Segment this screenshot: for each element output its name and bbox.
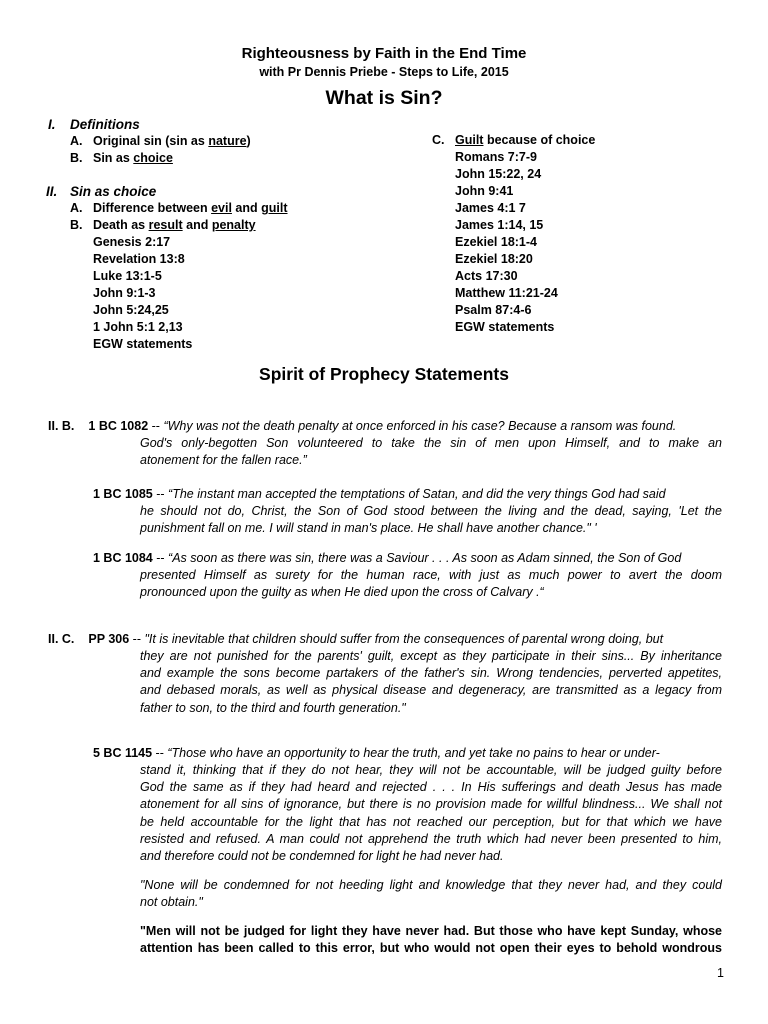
statement1-lead: II. B. 1 BC 1082 -- “Why was not the death penalty at once enforced in his case? Because a ransom was found. xyxy=(48,419,677,433)
reference-item: James 1:14, 15 xyxy=(455,218,544,232)
reference-item: Romans 7:7-9 xyxy=(455,150,537,164)
section1-itemA-letter: A. xyxy=(70,134,83,148)
section2-reference-list xyxy=(93,234,192,353)
section2-itemB: Death as result and penalty xyxy=(93,218,256,232)
statement5-paragraph2: "None will be condemned for not heeding light and knowledge that they never had, and they could not obtain." xyxy=(140,878,722,910)
section2-numeral: II. xyxy=(46,184,58,199)
statement1-body: God's only-begotten Son volunteered to take the sin of men upon Himself, and to make an atonement for the fallen race.” xyxy=(140,436,722,468)
statement2-lead: 1 BC 1085 -- “The instant man accepted the temptations of Satan, and did the very things God had said xyxy=(93,487,666,501)
statement3-body: presented Himself as surety for the human race, with just as much power to avert the doom pronounced upon the guilty as when He died upon the cross of Calvary .“ xyxy=(140,568,722,600)
page-heading: What is Sin? xyxy=(325,87,443,109)
reference-item: John 9:1-3 xyxy=(93,286,156,300)
statement1-first-line: “Why was not the death penalty at once enforced in his case? Because a ransom was found. xyxy=(163,419,677,433)
reference-item: Acts 17:30 xyxy=(455,269,518,283)
statement4-label: II. C. xyxy=(48,632,75,646)
sectionC-reference-list xyxy=(455,149,558,336)
section1-itemB: Sin as choice xyxy=(93,151,173,165)
statement5-lead: 5 BC 1145 -- “Those who have an opportunity to hear the truth, and yet take no pains to hear or under- xyxy=(93,746,660,760)
statement3-ref: 1 BC 1084 xyxy=(93,551,153,565)
reference-item: EGW statements xyxy=(93,337,193,351)
page-number: 1 xyxy=(717,966,724,980)
statement1-ref: 1 BC 1082 xyxy=(88,419,149,433)
reference-item: Genesis 2:17 xyxy=(93,235,171,249)
section2-title: Sin as choice xyxy=(70,184,157,199)
section2-itemA-letter: A. xyxy=(70,201,83,215)
reference-item: Psalm 87:4-6 xyxy=(455,303,532,317)
reference-item: 1 John 5:1 2,13 xyxy=(93,320,183,334)
reference-item: John 9:41 xyxy=(455,184,514,198)
reference-item: John 15:22, 24 xyxy=(455,167,542,181)
statement5-ref: 5 BC 1145 xyxy=(93,746,153,760)
reference-item: Matthew 11:21-24 xyxy=(455,286,558,300)
statement2-first-line: “The instant man accepted the temptations of Satan, and did the very things God had said xyxy=(168,487,666,501)
sectionC-title: Guilt because of choice xyxy=(455,133,596,147)
section1-numeral: I. xyxy=(48,117,56,132)
section1-itemB-letter: B. xyxy=(70,151,83,165)
reference-item: Luke 13:1-5 xyxy=(93,269,162,283)
statement3-first-line: “As soon as there was sin, there was a Saviour . . . As soon as Adam sinned, the Son of God xyxy=(168,551,682,565)
statement5-first-line: “Those who have an opportunity to hear the truth, and yet take no pains to hear or under- xyxy=(167,746,660,760)
statement3-lead: 1 BC 1084 -- “As soon as there was sin, there was a Saviour . . . As soon as Adam sinned, the Son of God xyxy=(93,551,682,565)
statement2-ref: 1 BC 1085 xyxy=(93,487,153,501)
statement5-paragraph3: "Men will not be judged for light they have never had. But those who have kept Sunday, whose attention has been called to this error, but who would not open their eyes to behold wondrous xyxy=(140,924,722,956)
reference-item: Ezekiel 18:1-4 xyxy=(455,235,537,249)
section2-itemA: Difference between evil and guilt xyxy=(93,201,288,215)
section1-title: Definitions xyxy=(70,117,140,132)
statements-heading: Spirit of Prophecy Statements xyxy=(259,364,509,384)
reference-item: Revelation 13:8 xyxy=(93,252,185,266)
reference-item: John 5:24,25 xyxy=(93,303,169,317)
statement2-body: he should not do, Christ, the Son of God stood between the living and the dead, saying, 'Let the punishment fall on me. I will stand in man's place. He shall have another chance." ' xyxy=(140,504,722,536)
statement4-lead: II. C. PP 306 -- "It is inevitable that children should suffer from the consequences of parental wrong doing, but xyxy=(48,632,664,646)
statement4-ref: PP 306 xyxy=(88,632,130,646)
document-title: Righteousness by Faith in the End Time xyxy=(241,45,527,62)
reference-item: Ezekiel 18:20 xyxy=(455,252,533,266)
section2-itemB-letter: B. xyxy=(70,218,83,232)
statement4-first-line: "It is inevitable that children should suffer from the consequences of parental wrong doing, but xyxy=(144,632,664,646)
statement4-body: they are not punished for the parents' guilt, except as they participate in their sins... By inheritance and example the sons become partakers of the father's sin. Wrong tendencies, perverted appetites, and debased morals, as well as physical disease and degeneracy, are transmitted as a legacy from father to son, to the third and fourth generation." xyxy=(140,649,722,715)
reference-item: James 4:1 7 xyxy=(455,201,526,215)
document-subtitle: with Pr Dennis Priebe - Steps to Life, 2015 xyxy=(259,65,509,79)
statement5-body: stand it, thinking that if they do not hear, they will not be accountable, will be judged guilty before God the same as if they had heard and rejected . . . In His sufferings and death Jesus has made atonement for all sins of ignorance, but there is no provision made for willful blindness... We shall not be held accountable for the light that has not reached our perception, but for that which we have resisted and refused. A man could not apprehend the truth which had never been presented to him, and therefore could not be condemned for light he had never had. xyxy=(140,763,722,864)
sectionC-letter: C. xyxy=(432,133,445,147)
section1-itemA: Original sin (sin as nature) xyxy=(93,134,251,148)
statement1-label: II. B. xyxy=(48,419,75,433)
reference-item: EGW statements xyxy=(455,320,555,334)
